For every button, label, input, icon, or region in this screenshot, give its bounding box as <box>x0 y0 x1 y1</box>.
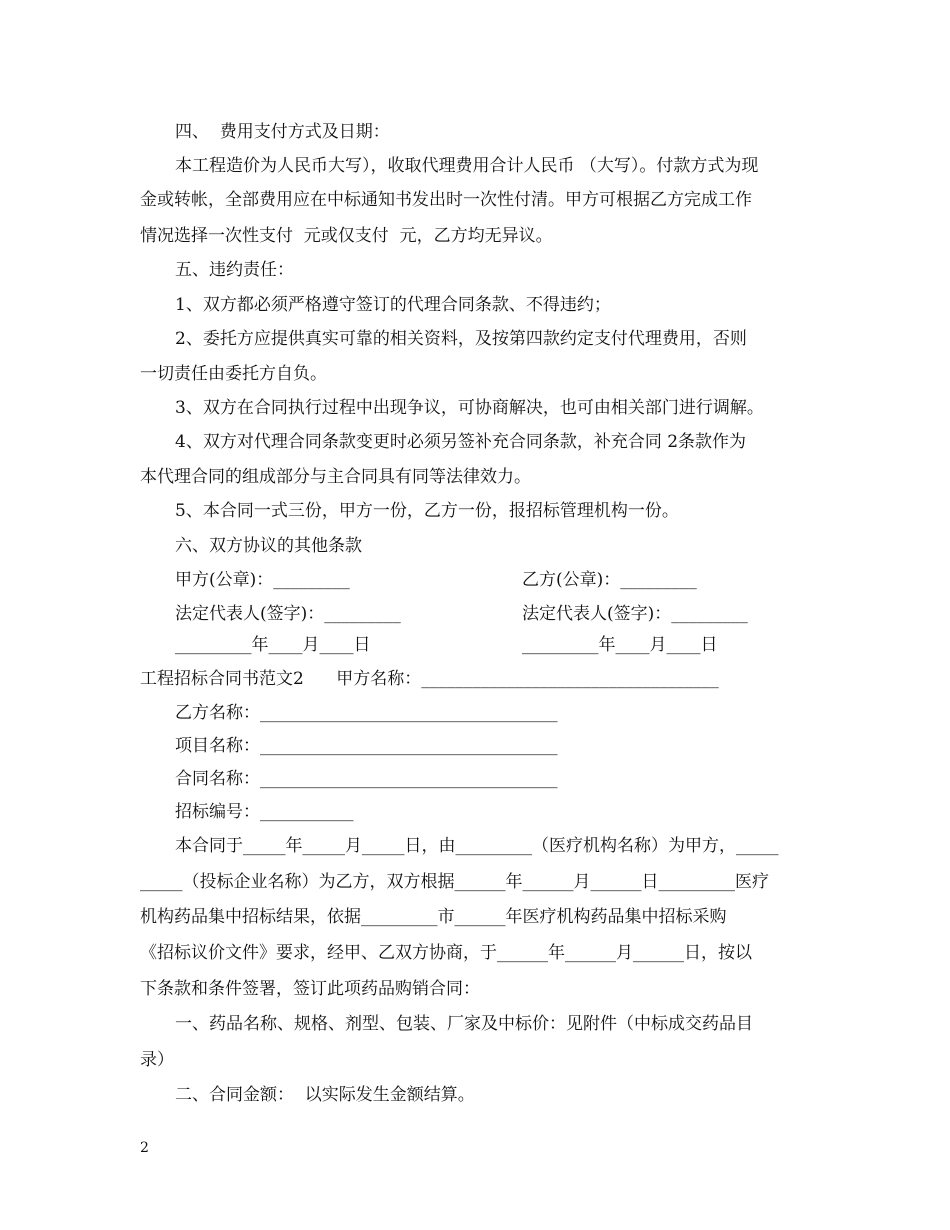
party-b-rep-field: 法定代表人(签字)：_________ <box>522 604 748 624</box>
section-5-heading: 五、违约责任： <box>175 260 294 280</box>
contract-name-field: 合同名称：___________________________________ <box>175 769 558 789</box>
clause-line: 一切责任由委托方自负。 <box>140 364 327 384</box>
paragraph-line: 一、药品名称、规格、剂型、包装、厂家及中标价：见附件（中标成交药品目 <box>175 1014 753 1034</box>
section-6-heading: 六、双方协议的其他条款 <box>175 536 362 556</box>
paragraph-line: 《招标议价文件》要求，经甲、乙双方协商，于______年______月______日，按以 <box>140 943 752 963</box>
clause-line: 2、委托方应提供真实可靠的相关资料，及按第四款约定支付代理费用，否则 <box>175 329 747 349</box>
paragraph-line: _____（投标企业名称）为乙方，双方根据______年______月______日_________医疗 <box>140 872 769 892</box>
clause-line: 5、本合同一式三份，甲方一份，乙方一份，报招标管理机构一份。 <box>175 501 679 521</box>
paragraph-line: 下条款和条件签署，签订此项药品购销合同： <box>140 979 480 999</box>
paragraph-line: 情况选择一次性支付 元或仅支付 元，乙方均无异议。 <box>140 226 553 246</box>
clause-line: 1、双方都必须严格遵守签订的代理合同条款、不得违约； <box>175 295 611 315</box>
clause-line: 本代理合同的组成部分与主合同具有同等法律效力。 <box>140 467 531 487</box>
party-a-seal-field: 甲方(公章)：_________ <box>175 570 350 590</box>
template-2-title-line: 工程招标合同书范文2 甲方名称：___________________________________ <box>140 669 719 689</box>
party-a-rep-field: 法定代表人(签字)：_________ <box>175 604 401 624</box>
paragraph-line: 二、合同金额： 以实际发生金额结算。 <box>175 1085 475 1105</box>
party-b-date-field: _________年____月____日 <box>522 635 718 655</box>
clause-line: 4、双方对代理合同条款变更时必须另签补充合同条款，补充合同 2条款作为 <box>175 432 747 452</box>
party-b-name-field: 乙方名称：___________________________________ <box>175 703 558 723</box>
paragraph-line: 机构药品集中招标结果，依据_________市______年医疗机构药品集中招标采购 <box>140 907 727 927</box>
page-number: 2 <box>140 1140 149 1156</box>
clause-line: 3、双方在合同执行过程中出现争议，可协商解决，也可由相关部门进行调解。 <box>175 398 764 418</box>
party-b-seal-field: 乙方(公章)：_________ <box>522 570 697 590</box>
paragraph-line: 本合同于_____年_____月_____日，由_________（医疗机构名称）为甲方，_____ <box>175 836 779 856</box>
project-name-field: 项目名称：___________________________________ <box>175 736 558 756</box>
section-4-heading: 四、 费用支付方式及日期： <box>175 122 390 142</box>
party-a-date-field: _________年____月____日 <box>175 635 371 655</box>
paragraph-line: 本工程造价为人民币大写），收取代理费用合计人民币 （大写）。付款方式为现 <box>175 156 759 176</box>
paragraph-line: 录） <box>140 1050 174 1070</box>
tender-number-field: 招标编号：___________ <box>175 802 354 822</box>
paragraph-line: 金或转帐，全部费用应在中标通知书发出时一次性付清。甲方可根据乙方完成工作 <box>140 190 752 210</box>
